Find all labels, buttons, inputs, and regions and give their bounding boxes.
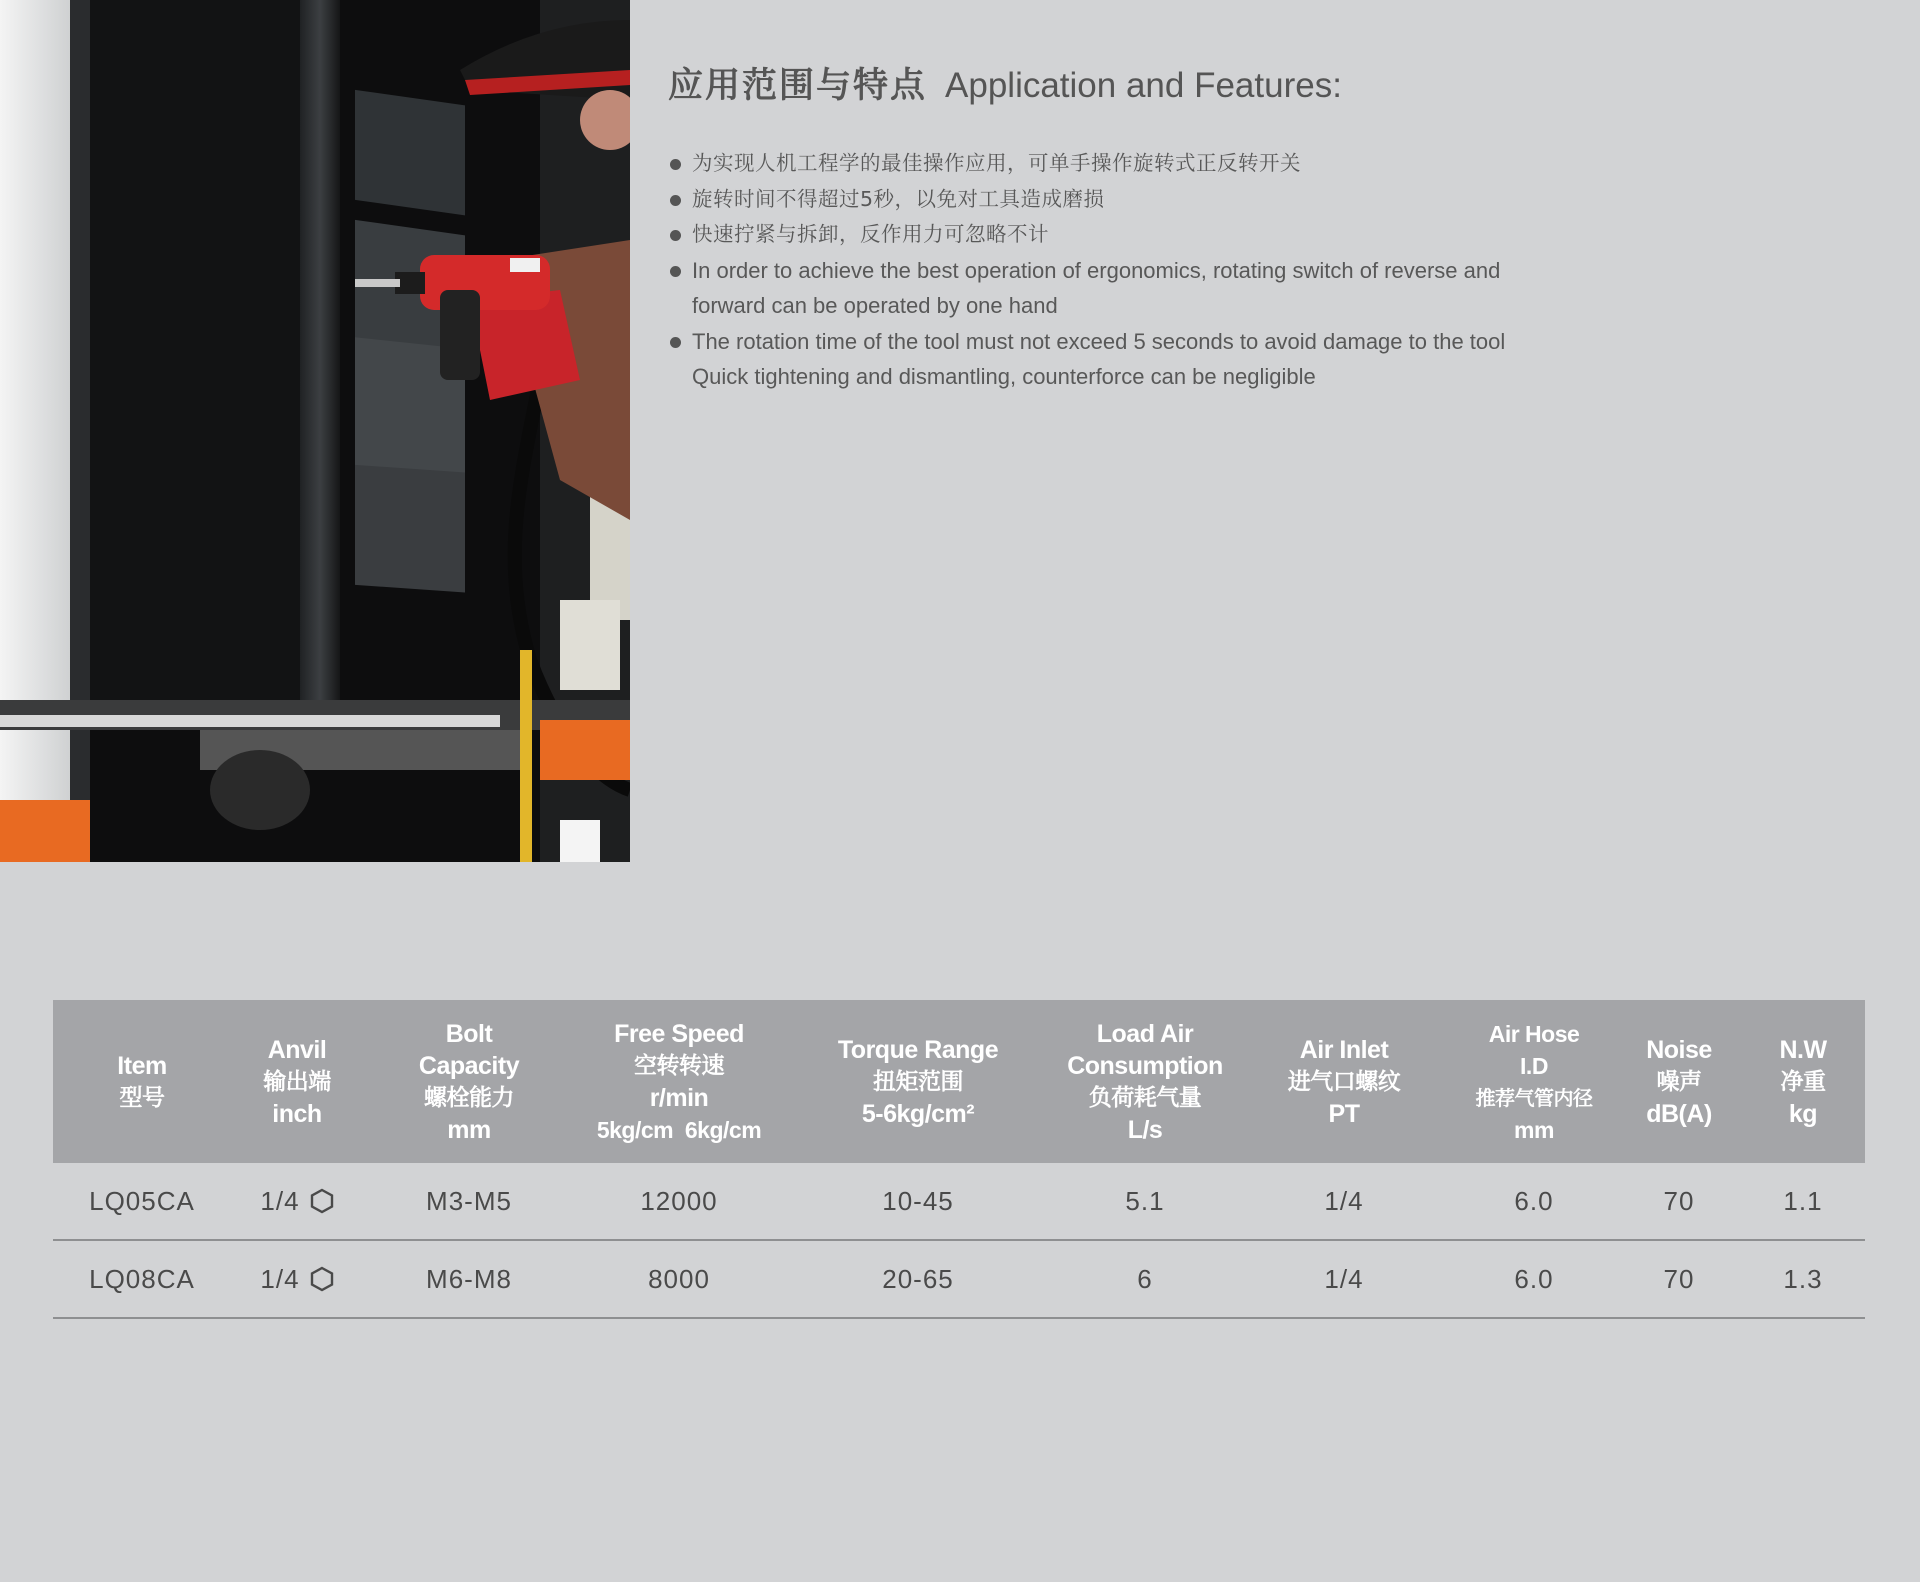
header-line: 螺栓能力 <box>424 1084 514 1111</box>
worker-with-impact-wrench-image <box>0 0 630 862</box>
product-photo <box>0 0 630 862</box>
bullet-icon <box>670 337 681 348</box>
header-line: mm <box>447 1115 491 1144</box>
header-line: kg <box>1788 1099 1818 1128</box>
header-bolt-capacity <box>363 1018 575 1146</box>
header-line: 推荐气管内径 <box>1475 1085 1593 1110</box>
header-anvil <box>231 1034 363 1130</box>
header-line: Item <box>117 1051 167 1080</box>
header-line: inch <box>272 1099 322 1128</box>
header-noise <box>1617 1034 1741 1130</box>
cell-anvil <box>231 1264 363 1295</box>
features-title <box>668 58 1818 108</box>
header-line: Load Air <box>1096 1019 1194 1048</box>
cell-free-speed: 8000 <box>648 1263 710 1294</box>
cell-bolt-capacity: M3-M5 <box>426 1185 512 1216</box>
header-line: 型号 <box>119 1084 165 1111</box>
header-line: 扭矩范围 <box>873 1068 963 1095</box>
table-header-row <box>53 1000 1865 1163</box>
features-title-zh: 应用范围与特点 <box>668 66 928 106</box>
feature-item <box>668 217 1512 253</box>
feature-text: In order to achieve the best operation of ergonomics, rotating switch of reverse and forward can be operated by one hand <box>692 257 1501 318</box>
bullet-icon <box>670 230 681 241</box>
header-line: 5-6kg/cm² <box>861 1099 975 1128</box>
header-air-inlet <box>1237 1034 1451 1130</box>
cell-noise: 70 <box>1663 1263 1695 1294</box>
header-line: 负荷耗气量 <box>1088 1084 1202 1111</box>
cell-bolt-capacity: M6-M8 <box>426 1263 512 1294</box>
cell-air-inlet: 1/4 <box>1324 1263 1364 1294</box>
feature-text: 旋转时间不得超过5秒，以免对工具造成磨损 <box>692 186 1105 211</box>
header-line: L/s <box>1127 1115 1163 1144</box>
feature-text: The rotation time of the tool must not exceed 5 seconds to avoid damage to the tool <box>692 328 1506 354</box>
cell-noise: 70 <box>1663 1185 1695 1216</box>
spec-table <box>53 1000 1865 1319</box>
features-title-en: Application and Features: <box>945 66 1342 105</box>
header-air-hose <box>1451 1018 1617 1146</box>
header-line: 5kg/cm 6kg/cm <box>596 1116 762 1143</box>
bullet-icon <box>670 266 681 277</box>
bullet-icon <box>670 159 681 170</box>
header-item <box>53 1050 231 1114</box>
anvil-value: 1/4 <box>260 1263 300 1294</box>
header-line: Free Speed <box>614 1019 744 1048</box>
header-line: Capacity <box>418 1051 520 1080</box>
cell-torque-range: 20-65 <box>882 1263 954 1294</box>
header-line: Bolt <box>445 1019 493 1048</box>
header-line: Anvil <box>267 1035 327 1064</box>
bullet-icon <box>670 195 681 206</box>
header-line: 进气口螺纹 <box>1287 1068 1401 1095</box>
cell-air-consumption: 5.1 <box>1125 1185 1165 1216</box>
header-line: r/min <box>649 1083 709 1112</box>
header-line: 净重 <box>1780 1068 1826 1095</box>
header-line: 噪声 <box>1656 1068 1702 1095</box>
cell-air-inlet: 1/4 <box>1324 1185 1364 1216</box>
feature-item <box>668 359 1512 395</box>
cell-item: LQ05CA <box>89 1185 195 1216</box>
header-line: Noise <box>1646 1035 1712 1064</box>
table-row <box>53 1163 1865 1241</box>
header-nw <box>1741 1034 1865 1130</box>
header-free-speed <box>575 1018 783 1146</box>
header-line: Air Hose <box>1488 1020 1580 1047</box>
header-line: PT <box>1328 1099 1360 1128</box>
features-section <box>668 58 1818 395</box>
header-line: 空转转速 <box>634 1052 724 1079</box>
feature-text: 为实现人机工程学的最佳操作应用，可单手操作旋转式正反转开关 <box>692 151 1301 175</box>
header-line: Torque Range <box>837 1035 999 1064</box>
cell-air-hose: 6.0 <box>1514 1185 1554 1216</box>
header-line: Consumption <box>1067 1051 1223 1080</box>
cell-free-speed: 12000 <box>640 1185 718 1216</box>
cell-item: LQ08CA <box>89 1263 195 1294</box>
anvil-value: 1/4 <box>260 1185 300 1216</box>
header-line: N.W <box>1779 1035 1827 1064</box>
header-line: 输出端 <box>263 1068 331 1095</box>
cell-weight: 1.3 <box>1783 1263 1823 1294</box>
cell-torque-range: 10-45 <box>882 1185 954 1216</box>
feature-list <box>668 146 1818 395</box>
hexagon-icon <box>310 1188 334 1214</box>
feature-item <box>668 146 1512 182</box>
feature-item <box>668 324 1512 360</box>
header-line: mm <box>1514 1116 1554 1143</box>
header-line: I.D <box>1520 1052 1548 1079</box>
table-row <box>53 1241 1865 1319</box>
header-line: dB(A) <box>1646 1099 1712 1128</box>
hexagon-icon <box>310 1266 334 1292</box>
header-load-air-consumption <box>1053 1018 1237 1146</box>
header-torque-range <box>783 1034 1053 1130</box>
cell-air-hose: 6.0 <box>1514 1263 1554 1294</box>
feature-text: 快速拧紧与拆卸，反作用力可忽略不计 <box>692 222 1049 246</box>
header-line: Air Inlet <box>1299 1035 1389 1064</box>
feature-text: Quick tightening and dismantling, counterforce can be negligible <box>692 364 1316 389</box>
feature-item <box>668 253 1512 324</box>
feature-item <box>668 182 1512 218</box>
cell-weight: 1.1 <box>1783 1185 1823 1216</box>
cell-air-consumption: 6 <box>1137 1263 1153 1294</box>
cell-anvil <box>231 1186 363 1217</box>
